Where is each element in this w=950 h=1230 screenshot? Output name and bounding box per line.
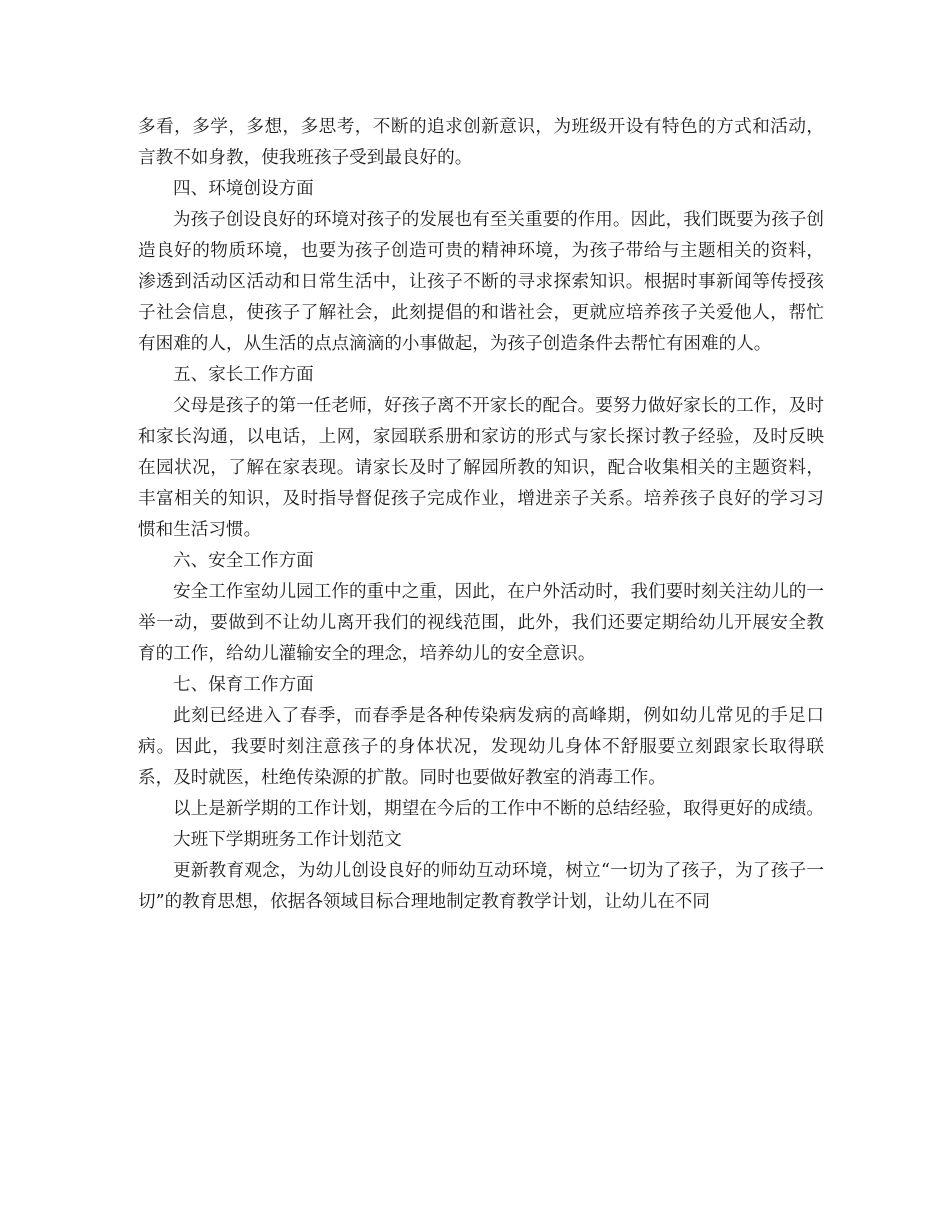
section-heading: 七、保育工作方面 [173,675,314,695]
paragraph: 安全工作室幼儿园工作的重中之重，因此，在户外活动时，我们要时刻关注幼儿的一举一动，要做到不让幼儿离开我们的视线范围，此外，我们还要定期给幼儿开展安全教育的工作，给幼儿灌输安全的理念，培养幼儿的安全意识。 [138,582,824,664]
paragraph: 为孩子创设良好的环境对孩子的发展也有至关重要的作用。因此，我们既要为孩子创造良好的物质环境，也要为孩子创造可贵的精神环境，为孩子带给与主题相关的资料，渗透到活动区活动和日常生活中，让孩子不断的寻求探索知识。根据时事新闻等传授孩子社会信息，使孩子了解社会，此刻提倡的和谐社会，更就应培养孩子关爱他人，帮忙有困难的人，从生活的点点滴滴的小事做起，为孩子创造条件去帮忙有困难的人。 [138,210,824,354]
paragraph: 此刻已经进入了春季，而春季是各种传染病发病的高峰期，例如幼儿常见的手足口病。因此，我要时刻注意孩子的身体状况，发现幼儿身体不舒服要立刻跟家长取得联系，及时就医，杜绝传染源的扩散。同时也要做好教室的消毒工作。 [138,706,824,788]
paragraph: 父母是孩子的第一任老师，好孩子离不开家长的配合。要努力做好家长的工作，及时和家长沟通，以电话，上网，家园联系册和家访的形式与家长探讨教子经验，及时反映在园状况，了解在家表现。请家长及时了解园所教的知识，配合收集相关的主题资料，丰富相关的知识，及时指导督促孩子完成作业，增进亲子关系。培养孩子良好的学习习惯和生活习惯。 [138,396,824,540]
section-heading: 五、家长工作方面 [173,365,314,385]
document-body [138,112,824,918]
section-heading: 六、安全工作方面 [173,551,314,571]
paragraph: 更新教育观念，为幼儿创设良好的师幼互动环境，树立“一切为了孩子，为了孩子一切”的教育思想，依据各领域目标合理地制定教育教学计划，让幼儿在不同 [138,861,824,912]
document-title-heading: 大班下学期班务工作计划范文 [173,830,402,850]
paragraph: 多看，多学，多想，多思考，不断的追求创新意识，为班级开设有特色的方式和活动，言教不如身教，使我班孩子受到最良好的。 [138,117,824,168]
section-heading: 四、环境创设方面 [173,179,314,199]
paragraph: 以上是新学期的工作计划，期望在今后的工作中不断的总结经验，取得更好的成绩。 [173,799,824,819]
